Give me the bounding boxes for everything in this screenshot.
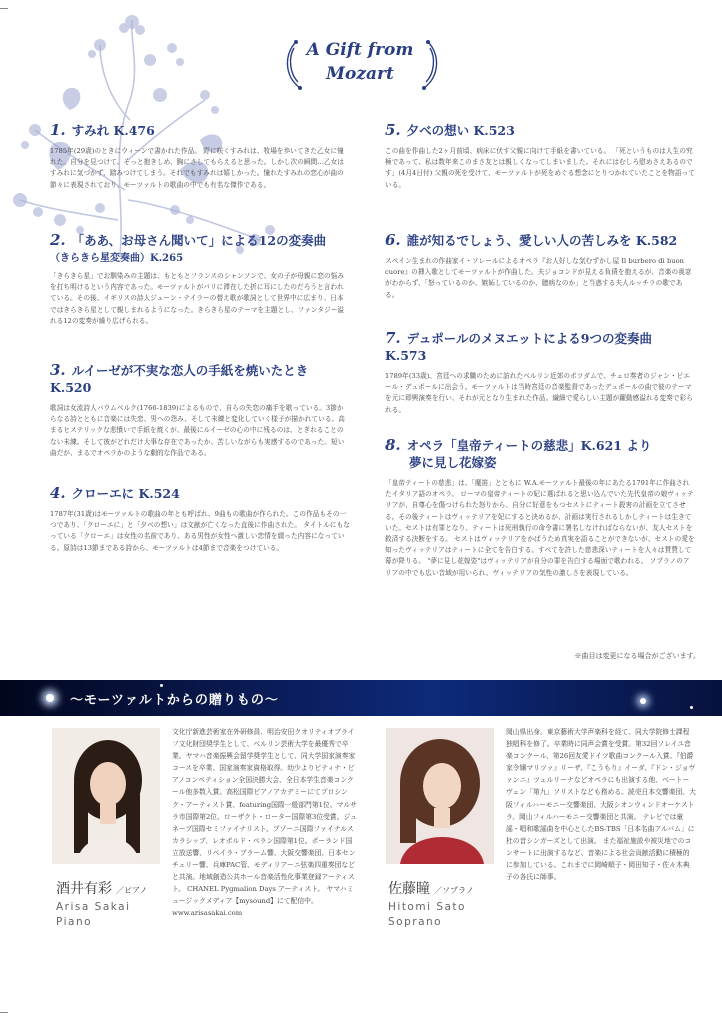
piece-description: スペイン生まれの作曲家イ・ソレールによるオペラ『お人好しな気むずかし屋 Il burbero di buon cuore』の挿入歌としてモーツァルトが作曲した。夫ジョコンドが見える負債を抱えるが、音楽の喪窓がわからず、「怒っているのか、嫉妬しているのか、臆病なのか」と当惑する夫人ルッチラの歌である。 [385, 257, 692, 299]
sparkle-icon [690, 706, 693, 709]
artist-photo-soprano [386, 728, 494, 864]
page-title-line2: Mozart [326, 64, 394, 84]
piece-title: ルイーゼが不実な恋人の手紙を焼いたとき K.520 [50, 363, 309, 395]
piece-number: 5. [385, 121, 401, 139]
crop-mark [0, 1012, 8, 1023]
artist-name: 佐藤瞳 ／ソプラノ [388, 881, 474, 897]
piece-number: 1. [50, 121, 66, 139]
piece-description: 「きらきら星」でお馴染みの主題は、もともとフランスのシャンソンで、女の子が母親に恋の悩みを打ち明けるという内容であった。モーツァルトがパリに滞在した折に耳にしたのだろうと言われている。その後、イギリスの詩人ジェーン・テイラーの替え歌が歌詞として世界中に広まり、日本ではきらきら星として親しまれるようになった。きらきら星のテーマを主題とし、ファンタジー溢れる12の変奏が繰り広げられる。 [50, 272, 345, 325]
piece-4 [50, 485, 350, 554]
piece-description: 歌詞は女流詩人バウムベルク(1766-1839)によるもので、自らの失恋の痛手を歌っている。3節からなる詩とともに音楽には失恋、男への怨み、そして未練と変化していく様子が描かれている。高まるヒステリックな悲憤いで手紙を焼くが、最後にルイーゼの心の中に残るのは、とぎれることのない未練。そして彼がどれだけ大事な存在であったか、苦しいながらも実感するのであった。短い曲だが、まるでオペラかのような劇的な作品である。 [50, 404, 345, 457]
piece-title: デュポールのメヌエットによる9つの変奏曲 K.573 [385, 331, 652, 363]
piece-8 [385, 437, 695, 579]
program-change-note: ※曲目は変更になる場合がございます。 [574, 652, 700, 660]
artist-role: ／ピアノ [116, 886, 148, 895]
banner-title: ～モーツァルトからの贈りもの～ [70, 693, 279, 708]
piece-2 [50, 232, 350, 327]
piece-title: すみれ K.476 [71, 123, 155, 138]
piece-7 [385, 330, 695, 416]
artist-roman-role: Soprano [388, 916, 443, 928]
piece-number: 7. [385, 329, 401, 347]
artist-roman-name: Arisa Sakai Piano [56, 901, 131, 928]
piece-description: この曲を作曲した2ヶ月前頃、病床に伏す父親に向けて手紙を書いている。 「死というものは人生の究極であって、私は数年来このまさ友とは親しくなってしまいました。それにはむしろ慰めさえあるのです」(4月4日付) 父親の死を受けて、モーツァルトが死をめぐる想念にとりつかれていたことを物語っている。 [385, 147, 695, 189]
piece-subtitle: 夢に見し花嫁姿 [409, 455, 497, 470]
piece-number: 4. [50, 484, 66, 502]
sparkle-icon [46, 694, 54, 702]
piece-6 [385, 232, 695, 301]
artist-bio: 岡山県出身。東京藝術大学声楽科を経て、同大学院修士課程独唱科を修了。卒業時に同声会賞を受賞。第32回ソレイユ音楽コンクール、第26回友愛ドイツ歌曲コンクール入賞。『伯爵家令嬢マリツァ』リーザ、『こうもり』イーダ、『ドン・ジョヴァンニ』ツェルリーナなどオペラにも出演する他、ベートーヴェン「第九」ソリストなども務める。読売日本交響楽団、大阪フィルハーモニー交響楽団、大阪シオンウィンドオーケストラ、岡山フィルハーモニー交響楽団と共演。 テレビでは童謡・唱和歌謡曲を中心としたBS-TBS「日本名曲アルバム」に杜の音シンガーズとして出演。 また福祉施設や被災地でのコンサートに出演するなど、音楽による社会貢献活動に積極的に参加している。これまでに岡崎順子・岡田知子・佐々木典子の各氏に師事。 [506, 728, 696, 882]
piece-title: オペラ「皇帝ティートの慈悲」K.621 より [406, 438, 652, 453]
artist-roman-name: Hitomi Sato Soprano [388, 901, 466, 928]
artist-roman-role: Piano [56, 916, 93, 928]
piece-number: 3. [50, 361, 66, 379]
sparkle-icon [640, 698, 646, 704]
piece-number: 6. [385, 231, 401, 249]
piece-number: 8. [385, 436, 401, 454]
page-title-line1: A Gift from [306, 40, 414, 60]
piece-title: 誰が知るでしょう、愛しい人の苦しみを K.582 [406, 233, 678, 248]
piece-title: 夕べの想い K.523 [406, 123, 515, 138]
piece-description: 「皇帝ティートの慈悲」は、「魔笛」とともに W.A.モーツァルト最後の年にあたる1791年に作曲されたイタリア語のオペラ。 ローマの皇帝ティートの妃に選ばれると思い込んでいた先代皇帝の娘ヴィッテリアが、自尊心を傷つけられた怒りから、自分に好意をもつセストにティート殺害の計画を立てさせる。その後ティートはヴィッテリアを妃にすると決めるが、計画は実行されるしかしティートは生きていた。セストは有罪となり、ティートは死刑執行の命令書に署名しなければならないが、友人セストを救済する決断をする。 セストはヴィッテリアをかばうため真実を語ることができないが、セストの愛を知ったヴィッテリアはティートに全てを告白する。すべてを許した慈悲深いティートを人々は賛賛して幕が降りる。 "夢に見し花嫁姿"はヴィッテリアが自分の罪を告白する場面で歌われる。 ソプラノのアリアの中でも広い音域が用いられ、ヴィッテリアの気性の激しさを表現している。 [385, 479, 695, 577]
piece-description: 1787年(31歳)はモーツァルトの歌曲の年とも呼ばれ、9曲もの歌曲が作られた。この作品もその一つであり、「クローエに」と「夕べの想い」は文献が亡くなった直後に作曲された。 タイトルにもなっている「クローエ」は女性の名前であり、ある男性が女性へ激しい恋情を綴った内容になっている。原詩は13節まである詩から、モーツァルトは4節まで音楽をつけている。 [50, 510, 350, 552]
sparkle-icon [160, 684, 163, 687]
artist-photo-pianist [52, 728, 160, 864]
piece-3 [50, 362, 350, 459]
piece-1 [50, 122, 350, 191]
piece-title: クローエに K.524 [71, 486, 180, 501]
piece-5 [385, 122, 695, 191]
piece-description: 1789年(33歳)、宮廷への求職のために訪れたベルリン近郊のポツダムで、チェロ奏者のジャン・ピエール・デュポールに出会う。モーツァルトは当時宮廷の音楽監督であったデュポールの曲で彼のテーマを元に即興演奏を行い、それが元となり生まれた作品。繊細で愛らしい主題が躍動感溢れる変奏で彩られる。 [385, 372, 693, 414]
artist-bio: 文化庁新進芸術家在外研修員、明治安田クオリティオブライフ文化財団奨学生として、ベルリン芸術大学を最優秀で卒業。ヤマハ音楽振興会留学奨学生として、同大学国家演奏家コースを卒業、国家演奏家資格取得。幼少よりピティナ・ピアノコンペティション全国決勝大会、全日本学生音楽コンクール他多数入賞。高松国際ピアノアカデミーにてプロシンク・アーティスト賞、featuring国際一般部門第1位、マルサラ市国際第2位、ローザクト・ローター国際第3位受賞。ジュネーブ国際セミファイナリスト。ブゾーニ国際ファイナルスカラシップ、レオポルド・ベラン国際第1位。ポーランド国立放送響、リベイラ・ブラーム響、大阪交響楽団、日本センチュリー響、兵庫PAC管、モディリアーニ弦楽四重奏団などと共演。地域創造公共ホール音楽活性化事業登録アーティスト。 CHANEL Pygmalion Days アーティスト。 ヤマハミュージックメディア【mysound】にて配信中。 www.arisasakai.com [172, 728, 357, 918]
crop-mark [0, 8, 8, 19]
piece-number: 2. [50, 231, 66, 249]
artist-name: 酒井有彩 ／ピアノ [56, 881, 148, 897]
artist-role: ／ソプラノ [434, 886, 474, 895]
piece-description: 1785年(29歳)のときにウィーンで書かれた作品。 野に咲くすみれは、牧場を歩いてきた乙女に憧れた。自分を見つけて、そっと抱きしめ、胸にさしてもらえると思った。しかし次の瞬間…乙女はすみれに気づかず、踏みつけてしまう。それでもすみれは嬉しかった。憧れたすみれの恋心が曲の節々に表現されており、モーツァルトの歌曲の中でも有名な傑作である。 [50, 147, 345, 189]
piece-subtitle: （きらきら星変奏曲）K.265 [50, 253, 184, 264]
piece-title: 「ああ、お母さん聞いて」による12の変奏曲 [71, 233, 327, 248]
